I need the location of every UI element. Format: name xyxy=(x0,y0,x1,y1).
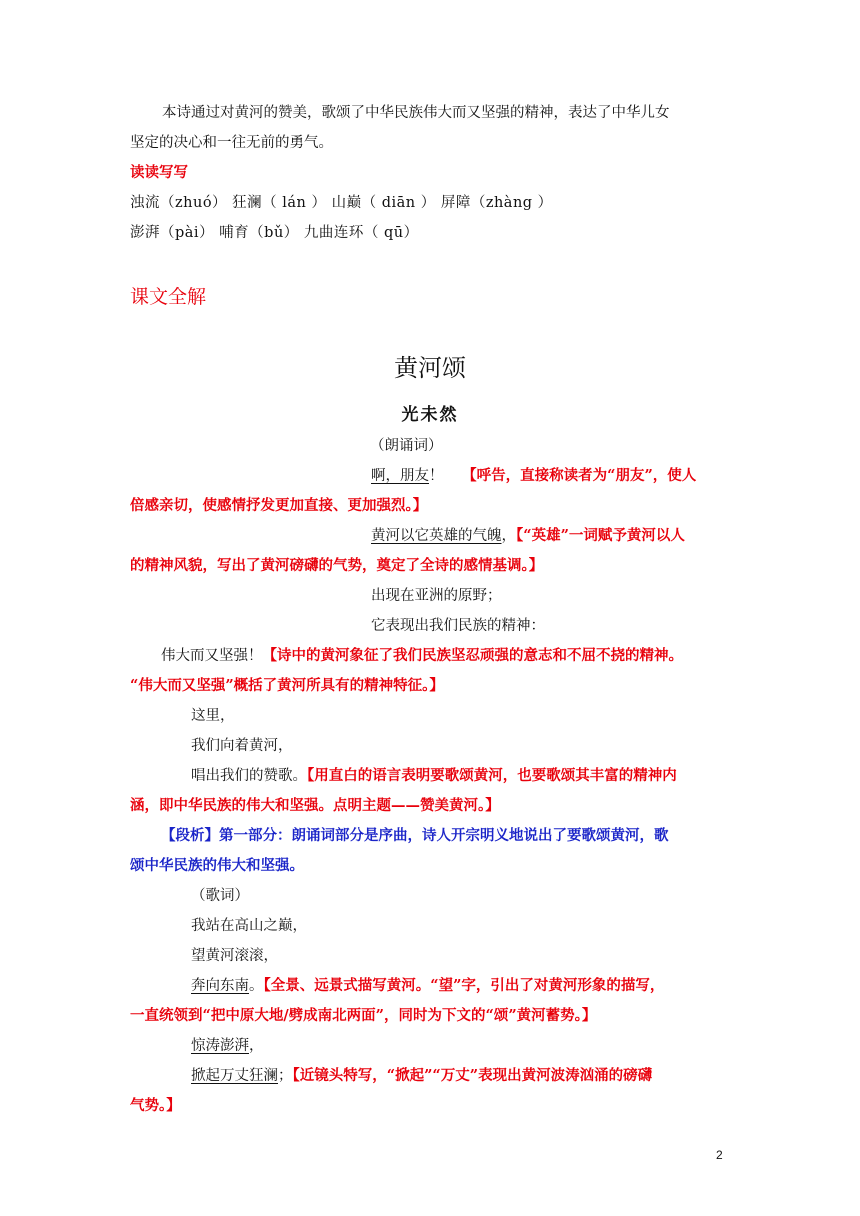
annotation-2a: 【“英雄”一词赋予黄河以人 xyxy=(516,527,685,544)
poem-line-4: 它表现出我们民族的精神： xyxy=(371,618,545,634)
analysis-line-2: 颂中华民族的伟大和坚强。 xyxy=(130,857,304,874)
analysis-tag: 【段析】 xyxy=(161,827,219,844)
annotation-2b: 的精神风貌，写出了黄河磅礴的气势，奠定了全诗的感情基调。】 xyxy=(130,557,544,574)
poem-line-13-text: 掀起万丈狂澜 xyxy=(191,1068,278,1084)
annotation-13a: 【近镜头特写，“掀起”“万丈”表现出黄河波涛汹涌的磅礴 xyxy=(292,1067,653,1084)
annotation-5a: 【诗中的黄河象征了我们民族坚忍顽强的意志和不屈不挠的精神。 xyxy=(262,647,683,664)
reading-heading: 读读写写 xyxy=(130,165,188,181)
reading-row-2: 澎湃（pài） 哺育（bǔ） 九曲连环（ qū） xyxy=(130,225,419,241)
annotation-11a: 【全景、远景式描写黄河。“望”字，引出了对黄河形象的描写， xyxy=(263,977,665,994)
poem-line-5-text: 伟大而又坚强！ xyxy=(161,648,263,664)
annotation-1b: 倍感亲切，使感情抒发更加直接、更加强烈。】 xyxy=(130,497,428,514)
intro-line-2: 坚定的决心和一往无前的勇气。 xyxy=(130,135,333,151)
poem-line-12-text: 惊涛澎湃 xyxy=(191,1038,249,1054)
poem-line-9: 我站在高山之巅， xyxy=(191,918,307,934)
reading-row-1: 浊流（zhuó） 狂澜（ lán ） 山巅（ diān ） 屏障（zhàng ） xyxy=(130,195,553,211)
poem-line-3: 出现在亚洲的原野； xyxy=(371,588,502,604)
analysis-line-1 xyxy=(161,826,761,846)
poem-line-11-punct: 。 xyxy=(249,978,264,994)
poem-line-11-text: 奔向东南 xyxy=(191,978,249,994)
poem-line-13 xyxy=(191,1066,791,1086)
poem-line-12-punct: ， xyxy=(249,1038,264,1054)
poem-line-1-text: 啊，朋友 xyxy=(371,468,429,484)
poem-author: 光未然 xyxy=(401,405,459,425)
poem-line-5 xyxy=(161,646,761,666)
poem-line-8 xyxy=(191,766,791,786)
recitation-label: （朗诵词） xyxy=(370,438,443,454)
poem-line-2-text: 黄河以它英雄的气魄 xyxy=(371,528,502,544)
annotation-8b: 涵，即中华民族的伟大和坚强。点明主题——赞美黄河。】 xyxy=(130,797,500,814)
poem-line-10: 望黄河滚滚， xyxy=(191,948,278,964)
annotation-8a: 【用直白的语言表明要歌颂黄河，也要歌颂其丰富的精神内 xyxy=(307,767,677,784)
intro-line-1: 本诗通过对黄河的赞美，歌颂了中华民族伟大而又坚强的精神，表达了中华儿女 xyxy=(162,105,670,121)
poem-line-2-punct: ， xyxy=(501,528,516,544)
page-number: 2 xyxy=(716,1148,723,1162)
lyrics-label: （歌词） xyxy=(191,888,249,904)
poem-line-13-punct: ； xyxy=(278,1068,293,1084)
poem-title: 黄河颂 xyxy=(394,354,466,382)
annotation-11b: 一直统领到“把中原大地/劈成南北两面”，同时为下文的“颂”黄河蓄势。】 xyxy=(130,1007,597,1024)
poem-line-1-punct: ！ xyxy=(429,468,444,484)
analysis-text-a: 第一部分：朗诵词部分是序曲，诗人开宗明义地说出了要歌颂黄河，歌 xyxy=(219,827,669,844)
annotation-13b: 气势。】 xyxy=(130,1097,181,1114)
poem-line-7: 我们向着黄河， xyxy=(191,738,293,754)
poem-line-1 xyxy=(371,466,860,486)
poem-line-11 xyxy=(191,976,791,996)
annotation-1a: 【呼告，直接称读者为“朋友”，使人 xyxy=(462,467,697,484)
section-title: 课文全解 xyxy=(130,286,207,308)
poem-line-12 xyxy=(191,1036,791,1056)
annotation-5b: “伟大而又坚强”概括了黄河所具有的精神特征。】 xyxy=(130,677,444,694)
poem-line-8-text: 唱出我们的赞歌。 xyxy=(191,768,307,784)
poem-line-6: 这里， xyxy=(191,708,235,724)
poem-line-2 xyxy=(371,526,860,546)
